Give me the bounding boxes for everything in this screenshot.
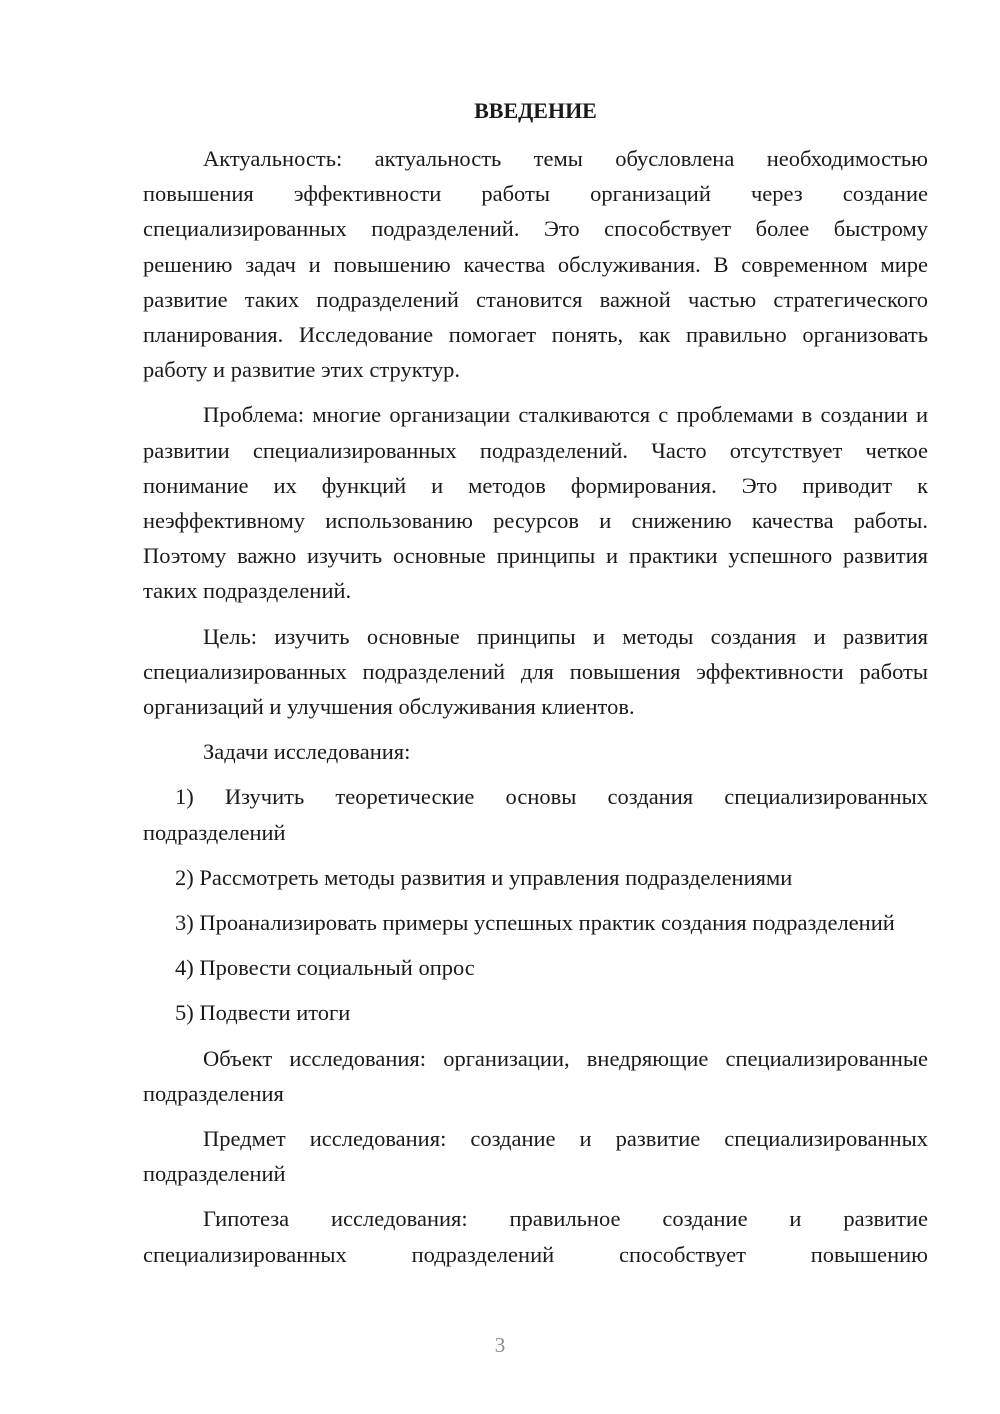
task-item-2: 2) Рассмотреть методы развития и управления подразделениями (175, 864, 793, 890)
subject-paragraph: Предмет исследования: создание и развитие специализированных подразделений (143, 1126, 928, 1187)
hypothesis-paragraph: Гипотеза исследования: правильное создание и развитие специализированных подразделений способствует повышению (143, 1206, 928, 1267)
task-item-4: 4) Провести социальный опрос (175, 955, 475, 981)
section-title: ВВЕДЕНИЕ (474, 98, 597, 123)
object-paragraph: Объект исследования: организации, внедряющие специализированные подразделения (143, 1045, 928, 1106)
problem-paragraph: Проблема: многие организации сталкиваются с проблемами в создании и развитии специализированных подразделений. Часто отсутствует четкое понимание их функций и методов формирования. Это приводит к неэффективному использованию ресурсов и снижению качества работы. Поэтому важно изучить основные принципы и практики успешного развития таких подразделений. (143, 402, 928, 604)
page-number: 3 (494, 1333, 506, 1357)
task-item-3: 3) Проанализировать примеры успешных практик создания подразделений (175, 910, 895, 936)
tasks-heading: Задачи исследования: (203, 739, 411, 765)
goal-paragraph: Цель: изучить основные принципы и методы создания и развития специализированных подразделений для повышения эффективности работы организаций и улучшения обслуживания клиентов. (143, 623, 928, 720)
task-item-1: 1) Изучить теоретические основы создания специализированных подразделений (143, 784, 928, 845)
task-item-5: 5) Подвести итоги (175, 1000, 351, 1026)
relevance-paragraph: Актуальность: актуальность темы обусловлена необходимостью повышения эффективности работы организаций через создание специализированных подразделений. Это способствует более быстрому решению задач и повышению качества обслуживания. В современном мире развитие таких подразделений становится важной частью стратегического планирования. Исследование помогает понять, как правильно организовать работу и развитие этих структур. (143, 146, 928, 383)
document-page (143, 95, 928, 1272)
